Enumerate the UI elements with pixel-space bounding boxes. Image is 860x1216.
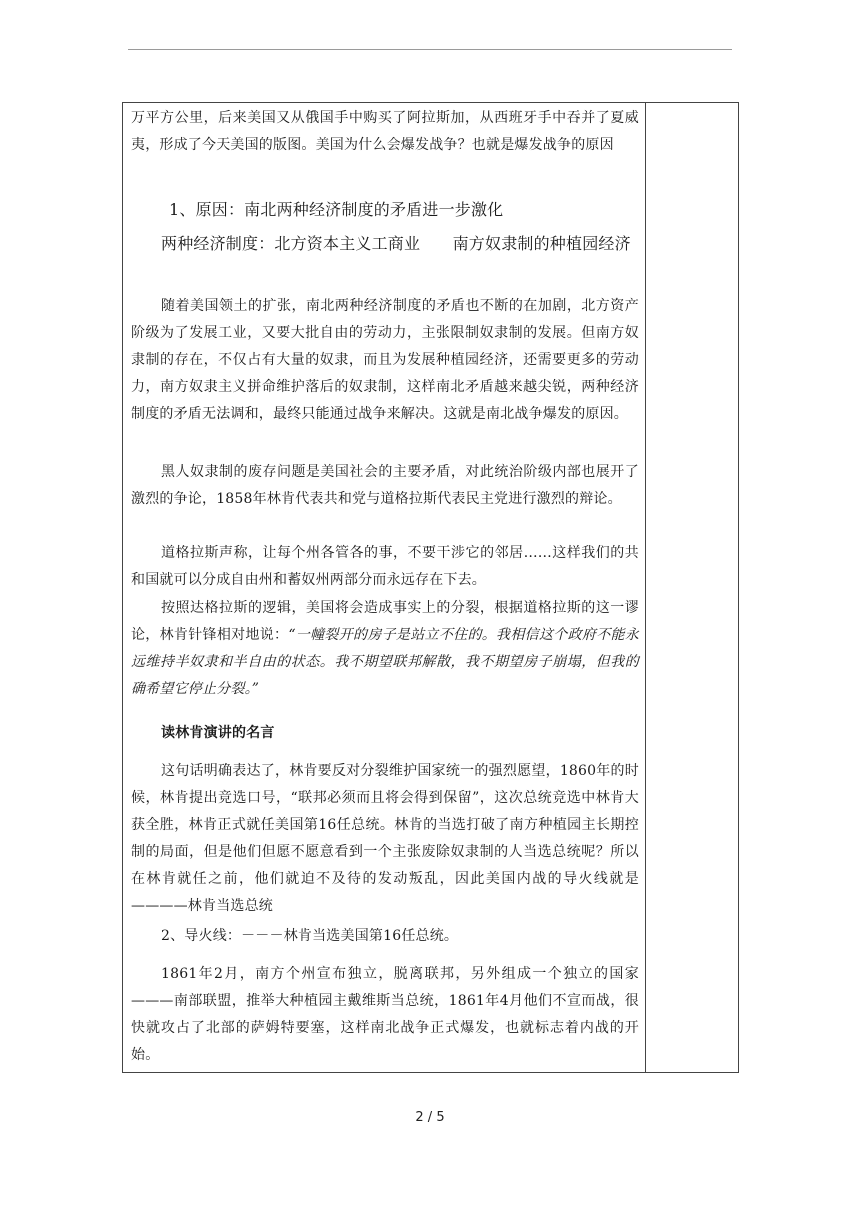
paragraph-territory: 万平方公里，后来美国又从俄国手中购买了阿拉斯加，从西班牙手中吞并了夏威夷，形成了今天美国的版图。美国为什么会爆发战争？也就是爆发战争的原因 (131, 110, 639, 153)
paragraph-two-systems: 两种经济制度：北方资本主义工商业 南方奴隶制的种植园经济 (161, 234, 631, 253)
page-number: 2 / 5 (415, 1110, 445, 1125)
paragraph-conflict: 随着美国领土的扩张，南北两种经济制度的矛盾也不断的在加剧，北方资产阶级为了发展工业，又要大批自由的劳动力，主张限制奴隶制的发展。但南方奴隶制的存在，不仅占有大量的奴隶，而且为发展种植园经济，还需要更多的劳动力，南方奴隶主义拼命维护落后的奴隶制，这样南北矛盾越来越尖锐，两种经济制度的矛盾无法调和，最终只能通过战争来解决。这就是南北战争爆发的原因。 (131, 298, 639, 422)
header-rule (128, 49, 732, 50)
lincoln-quote: “一幢裂开的房子是站立不住的。我相信这个政府不能永远维持半奴隶和半自由的状态。我不期望联邦解散，我不期望房子崩塌，但我的确希望它停止分裂。” (131, 627, 639, 697)
heading-cause: 1、原因：南北两种经济制度的矛盾进一步激化 (169, 200, 504, 219)
table-column-divider (645, 103, 646, 1072)
paragraph-election: 这句话明确表达了，林肯要反对分裂维护国家统一的强烈愿望，1860年的时候，林肯提出竞选口号，“联邦必须而且将会得到保留”，这次总统竞选中林肯大获全胜，林肯正式就任美国第16任总统。林肯的当选打破了南方种植园主长期控制的局面，但是他们但愿不愿意看到一个主张废除奴隶制的人当选总统呢？所以在林肯就任之前，他们就迫不及待的发动叛乱，因此美国内战的导火线就是————林肯当选总统 (131, 763, 639, 914)
lincoln-reply-text: 按照达格拉斯的逻辑，美国将会造成事实上的分裂，根据道格拉斯的这一谬论，林肯针锋相对地说： (131, 600, 639, 643)
paragraph-douglas: 道格拉斯声称，让每个州各管各的事，不要干涉它的邻居……这样我们的共和国就可以分成自由州和蓄奴州两部分而永远存在下去。 (131, 545, 639, 588)
paragraph-war-start: 1861年2月，南方个州宣布独立，脱离联邦，另外组成一个独立的国家———南部联盟，推举大种植园主戴维斯当总统，1861年4月他们不宣而战，很快就攻占了北部的萨姆特要塞，这样南北战争正式爆发，也就标志着内战的开始。 (131, 966, 639, 1063)
heading-trigger: 2、导火线：－－－林肯当选美国第16任总统。 (161, 928, 459, 944)
heading-famous-quote: 读林肯演讲的名言 (161, 725, 275, 741)
paragraph-debate: 黑人奴隶制的废存问题是美国社会的主要矛盾，对此统治阶级内部也展开了激烈的争论，1858年林肯代表共和党与道格拉斯代表民主党进行激烈的辩论。 (131, 464, 639, 507)
paragraph-lincoln-reply (131, 595, 639, 703)
lesson-table (122, 102, 739, 1073)
